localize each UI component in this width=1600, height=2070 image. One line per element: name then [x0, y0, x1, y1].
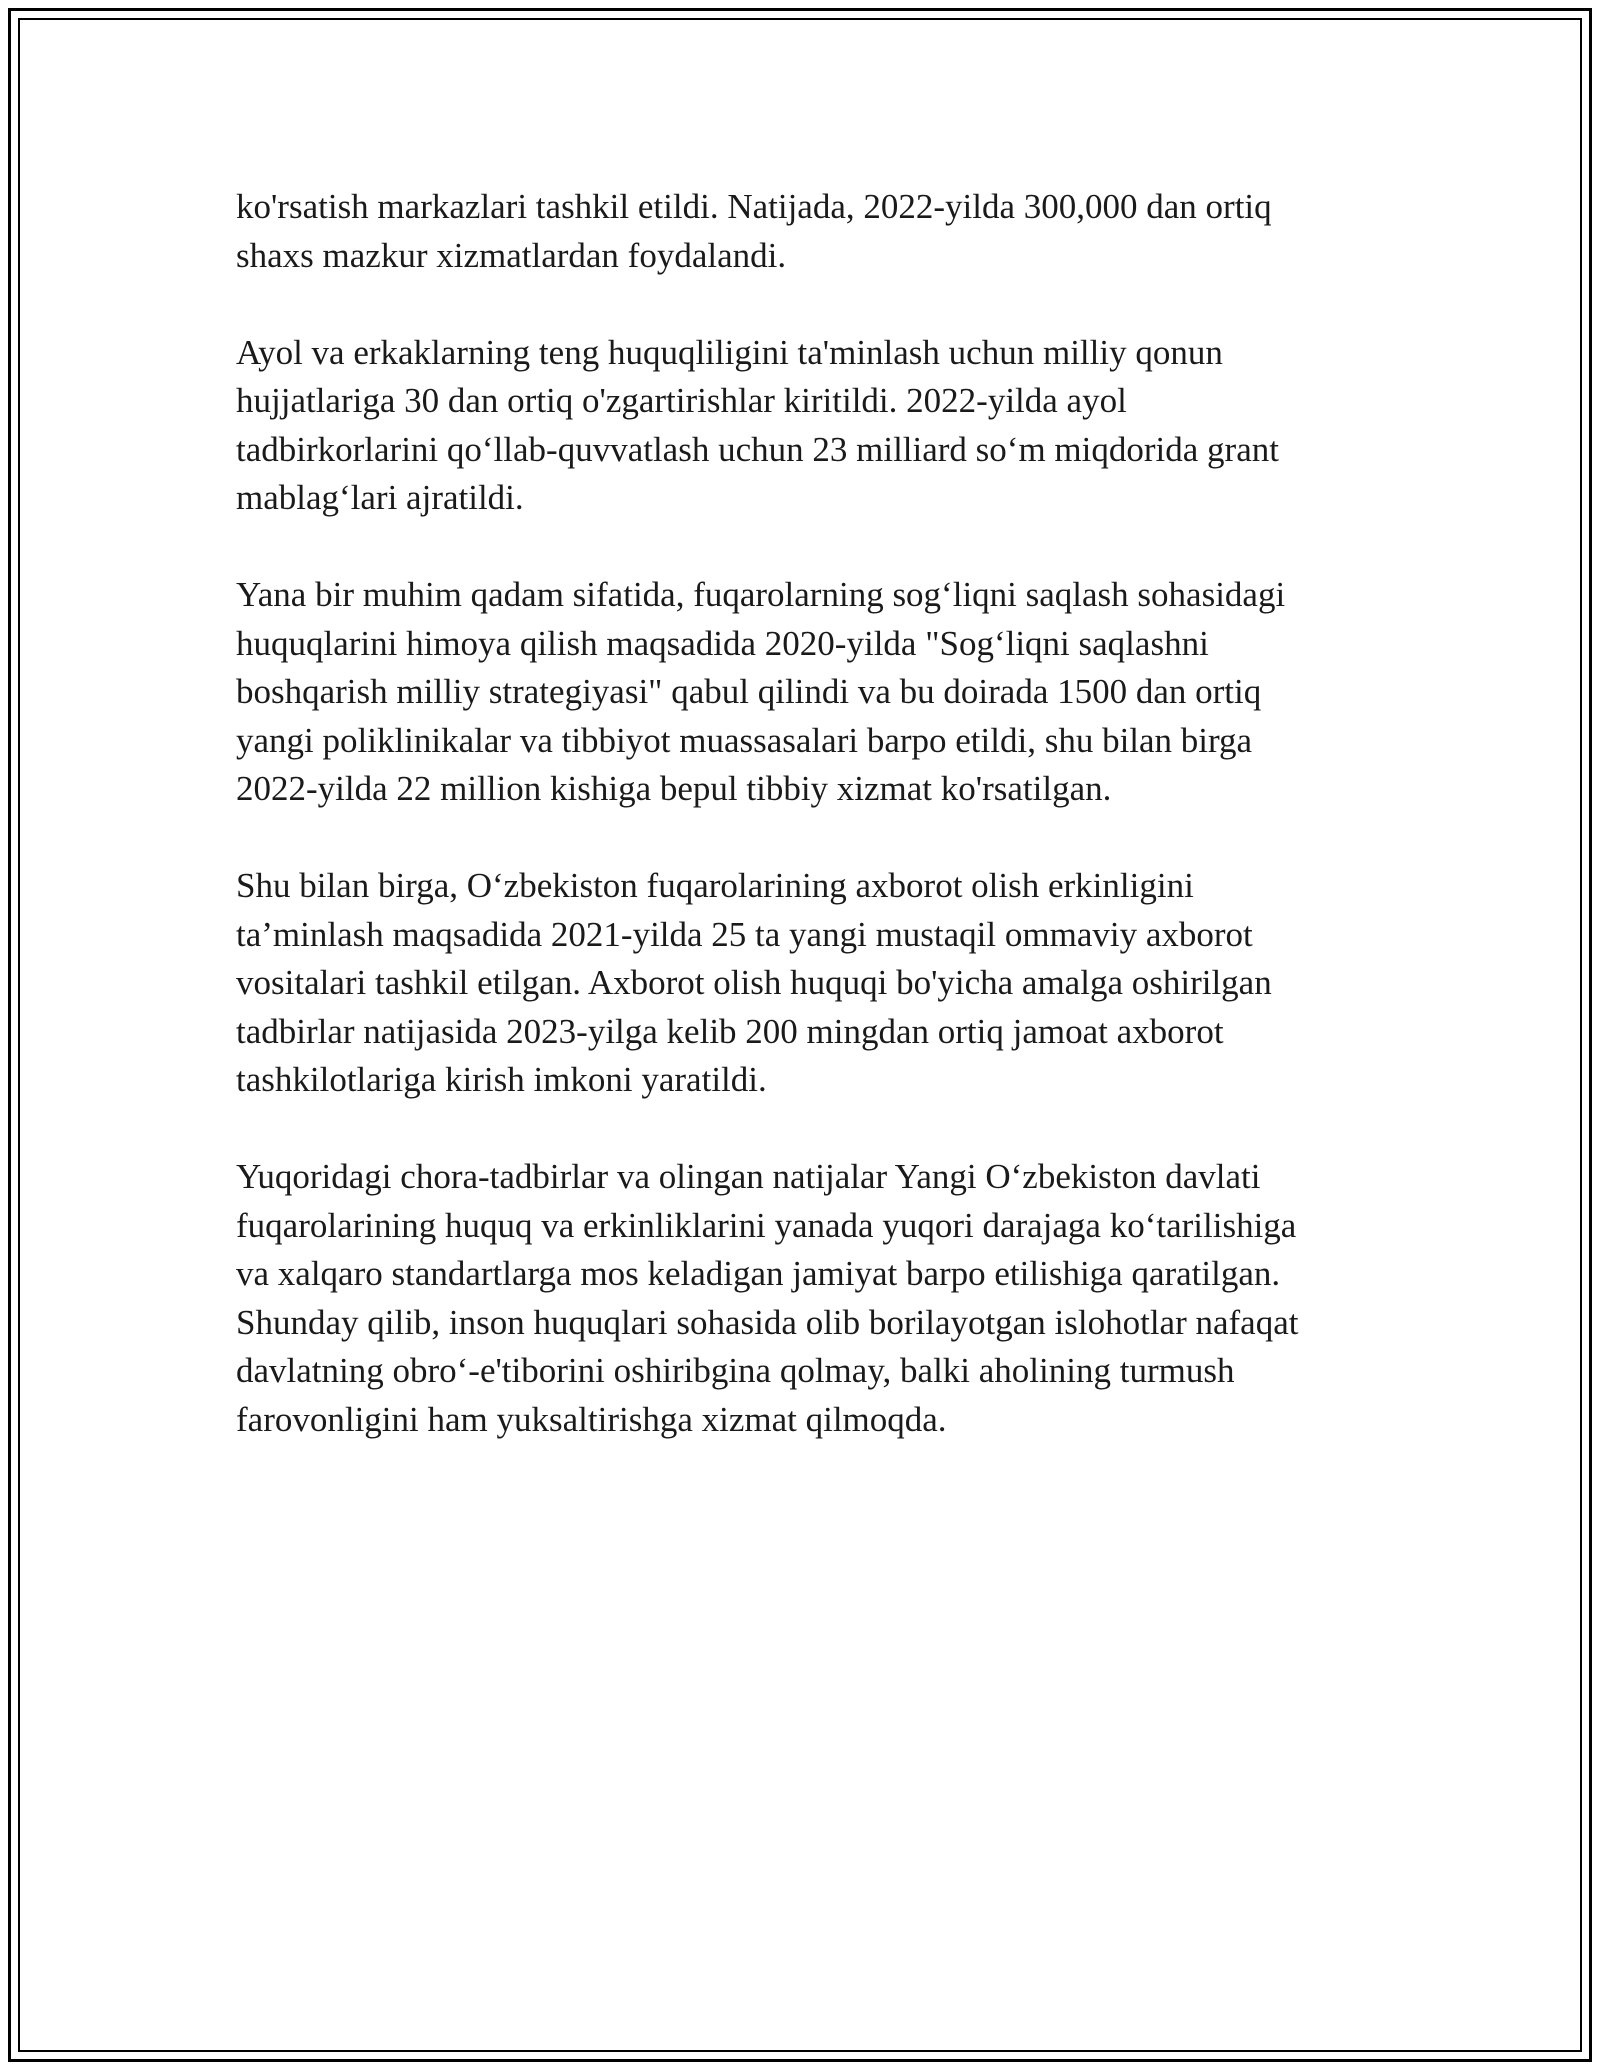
text-line: huquqlarini himoya qilish maqsadida 2020-yilda "Sog‘liqni saqlashni [236, 623, 1209, 663]
text-line: vositalari tashkil etilgan. Axborot olish huquqi bo'yicha amalga oshirilgan [236, 963, 1272, 1002]
paragraph-4 [236, 862, 1366, 1105]
text-line: ko'rsatish markazlari tashkil etildi. Natijada, 2022-yilda 300,000 dan ortiq [236, 187, 1272, 226]
text-line: boshqarish milliy strategiyasi" qabul qilindi va bu doirada 1500 dan ortiq [236, 672, 1262, 711]
text-line: tadbirkorlarini qo‘llab-quvvatlash uchun 23 milliard so‘m miqdorida grant [236, 429, 1279, 469]
paragraph-2 [236, 329, 1366, 523]
document-body [236, 183, 1366, 1493]
text-line: ta’minlash maqsadida 2021-yilda 25 ta yangi mustaqil ommaviy axborot [236, 914, 1253, 954]
paragraph-1 [236, 183, 1366, 280]
text-line: tadbirlar natijasida 2023-yilga kelib 200 mingdan ortiq jamoat axborot [236, 1011, 1224, 1051]
text-line: tashkilotlariga kirish imkoni yaratildi. [236, 1060, 767, 1099]
text-line: shaxs mazkur xizmatlardan foydalandi. [236, 235, 787, 275]
text-line: Shunday qilib, inson huquqlari sohasida olib borilayotgan islohotlar nafaqat [236, 1302, 1299, 1342]
text-line: Yana bir muhim qadam sifatida, fuqarolarning sog‘liqni saqlash sohasidagi [236, 575, 1286, 614]
paragraph-5 [236, 1153, 1366, 1444]
text-line: Yuqoridagi chora-tadbirlar va olingan natijalar Yangi O‘zbekiston davlati [236, 1157, 1261, 1196]
text-line: fuqarolarining huquq va erkinliklarini yanada yuqori darajaga ko‘tarilishiga [236, 1205, 1297, 1245]
paragraph-3 [236, 571, 1366, 814]
text-line: yangi poliklinikalar va tibbiyot muassasalari barpo etildi, shu bilan birga [236, 720, 1253, 760]
text-line: farovonligini ham yuksaltirishga xizmat qilmoqda. [236, 1399, 947, 1439]
text-line: va xalqaro standartlarga mos keladigan jamiyat barpo etilishiga qaratilgan. [236, 1254, 1281, 1293]
text-line: Shu bilan birga, O‘zbekiston fuqarolarining axborot olish erkinligini [236, 866, 1194, 905]
text-line: 2022-yilda 22 million kishiga bepul tibbiy xizmat ko'rsatilgan. [236, 769, 1112, 808]
text-line: mablag‘lari ajratildi. [236, 478, 524, 517]
text-line: davlatning obro‘-e'tiborini oshiribgina qolmay, balki aholining turmush [236, 1351, 1235, 1390]
text-line: Ayol va erkaklarning teng huquqliligini ta'minlash uchun milliy qonun [236, 332, 1223, 372]
text-line: hujjatlariga 30 dan ortiq o'zgartirishlar kiritildi. 2022-yilda ayol [236, 381, 1127, 420]
